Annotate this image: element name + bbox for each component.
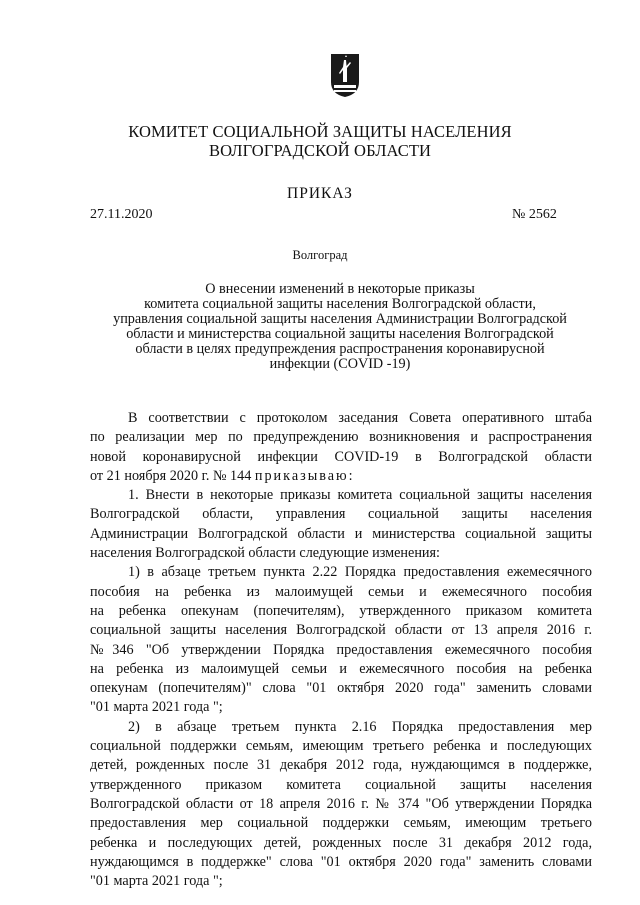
subject-line: О внесении изменений в некоторые приказы bbox=[205, 281, 475, 297]
body-line: по реализации мер по предупреждению возникновения и распространения bbox=[90, 429, 592, 446]
body-line: 1. Внести в некоторые приказы комитета социальной защиты населения bbox=[128, 487, 592, 504]
subject-line: инфекции (COVID -19) bbox=[269, 356, 411, 372]
body-line: нуждающимся в поддержке" слова "01 октября 2020 года" заменить словами bbox=[90, 853, 592, 870]
volgograd-emblem-icon bbox=[329, 52, 361, 98]
body-line: опекунам (попечителям)" слова "01 октября 2020 года" заменить словами bbox=[90, 680, 592, 697]
organization-name-line-1: КОМИТЕТ СОЦИАЛЬНОЙ ЗАЩИТЫ НАСЕЛЕНИЯ bbox=[128, 122, 512, 141]
body-line: "01 марта 2021 года "; bbox=[90, 699, 223, 716]
order-verb: приказываю: bbox=[254, 467, 355, 484]
body-line: №346 "Об утверждении Порядка предоставления ежемесячного пособия bbox=[90, 641, 592, 658]
order-number: № 2562 bbox=[512, 207, 557, 222]
organization-name-line-2: ВОЛГОГРАДСКОЙ ОБЛАСТИ bbox=[208, 141, 432, 160]
document-subject bbox=[100, 282, 580, 372]
body-line: новой коронавирусной инфекции COVID-19 в Волгоградской области bbox=[90, 448, 592, 465]
body-line: 2) в абзаце третьем пункта 2.16 Порядка предоставления мер bbox=[128, 718, 592, 735]
body-line bbox=[90, 467, 592, 486]
order-basis-text: от 21 ноября 2020 г. № 144 bbox=[90, 467, 255, 484]
body-line: на ребенка опекунам (попечителям), утвержденного приказом комитета bbox=[90, 602, 592, 619]
subject-line: управления социальной защиты населения Администрации Волгоградской bbox=[113, 311, 567, 327]
body-line: предоставления мер социальной поддержки семьям, имеющим третьего bbox=[90, 815, 592, 832]
body-line: В соответствии с протоколом заседания Совета оперативного штаба bbox=[128, 410, 592, 426]
body-line: на ребенка из малоимущей семьи и ежемесячного пособия на ребенка bbox=[90, 660, 592, 677]
body-line: Волгоградской области от 18 апреля 2016 г. № 374 "Об утверждении Порядка bbox=[90, 795, 592, 812]
body-line: социальной защиты населения Волгоградской области от 13 апреля 2016 г. bbox=[90, 622, 592, 639]
body-line: 1) в абзаце третьем пункта 2.22 Порядка предоставления ежемесячного bbox=[128, 564, 592, 581]
order-date: 27.11.2020 bbox=[90, 207, 153, 222]
body-line: Администрации Волгоградской области и министерства социальной защиты bbox=[90, 525, 592, 542]
subject-line: области и министерства социальной защиты населения Волгоградской bbox=[126, 326, 554, 342]
body-line: социальной поддержки семьям, имеющим третьего ребенка и последующих bbox=[90, 738, 592, 755]
body-line: ребенка и последующих детей, рожденных после 31 декабря 2012 года, bbox=[90, 834, 592, 851]
body-line: населения Волгоградской области следующие изменения: bbox=[90, 545, 440, 562]
document-body bbox=[90, 409, 592, 891]
body-line: Волгоградской области, управления социальной защиты населения bbox=[90, 506, 592, 523]
subject-line: комитета социальной защиты населения Волгоградской области, bbox=[144, 296, 536, 312]
city-name: Волгоград bbox=[292, 248, 348, 262]
body-line: "01 марта 2021 года "; bbox=[90, 873, 223, 890]
subject-line: области в целях предупреждения распространения коронавирусной bbox=[135, 341, 545, 357]
document-type: ПРИКАЗ bbox=[287, 185, 353, 202]
body-line: детей, рожденных после 31 декабря 2012 года, нуждающимся в поддержке, bbox=[90, 757, 592, 774]
body-line: пособия на ребенка из малоимущей семьи и ежемесячного пособия bbox=[90, 583, 592, 600]
body-line: утвержденного приказом комитета социальной защиты населения bbox=[90, 776, 592, 793]
